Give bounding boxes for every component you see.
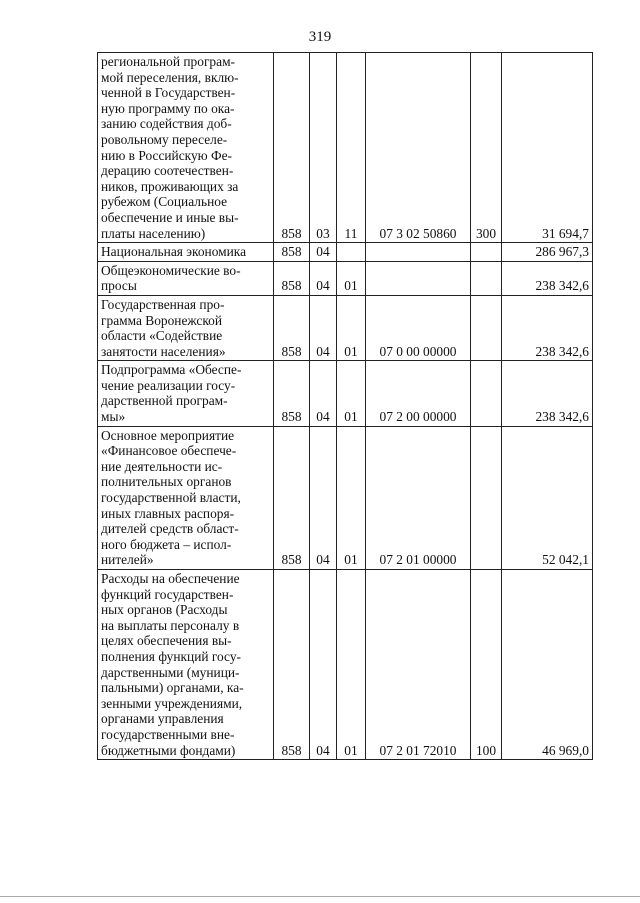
table-row	[98, 570, 593, 760]
row-name: Государственная про- грамма Воронежской области «Содействие занятости населения»	[98, 295, 274, 360]
gov-code: 858	[274, 426, 310, 569]
target-article-code: 07 3 02 50860	[366, 53, 471, 243]
sum-value: 52 042,1	[502, 426, 593, 569]
row-name: Основное мероприятие «Финансовое обеспече- ние деятельности ис- полнительных органов государственной власти, иных главных распоря- дителей средств област- ного бюджета – испол- нителей»	[98, 426, 274, 569]
target-article-code: 07 2 01 72010	[366, 570, 471, 760]
expense-type-code	[471, 243, 502, 262]
row-name: Общеэкономические во- просы	[98, 261, 274, 295]
sum-value: 238 342,6	[502, 261, 593, 295]
page-bottom-edge	[0, 896, 640, 897]
row-name: Национальная экономика	[98, 243, 274, 262]
page-number: 319	[308, 29, 332, 45]
row-name: Расходы на обеспечение функций государствен- ных органов (Расходы на выплаты персоналу в целях обеспечения вы- полнения функций госу- дарственными (муници- пальными) органами, ка- зенными учреждениями, органами управления государственными вне- бюджетными фондами)	[98, 570, 274, 760]
table-row	[98, 53, 593, 243]
target-article-code	[366, 243, 471, 262]
expense-type-code	[471, 426, 502, 569]
row-name: Подпрограмма «Обеспе- чение реализации госу- дарственной програм- мы»	[98, 361, 274, 426]
sum-value: 238 342,6	[502, 361, 593, 426]
subsection-code	[337, 243, 366, 262]
target-article-code: 07 2 00 00000	[366, 361, 471, 426]
expense-type-code	[471, 261, 502, 295]
gov-code: 858	[274, 243, 310, 262]
subsection-code: 01	[337, 295, 366, 360]
gov-code: 858	[274, 570, 310, 760]
subsection-code: 01	[337, 261, 366, 295]
section-code: 04	[310, 243, 337, 262]
table-row	[98, 243, 593, 262]
target-article-code	[366, 261, 471, 295]
sum-value: 286 967,3	[502, 243, 593, 262]
gov-code: 858	[274, 261, 310, 295]
budget-table	[97, 52, 593, 760]
expense-type-code	[471, 295, 502, 360]
target-article-code: 07 0 00 00000	[366, 295, 471, 360]
table-row	[98, 295, 593, 360]
section-code: 04	[310, 361, 337, 426]
subsection-code: 01	[337, 570, 366, 760]
gov-code: 858	[274, 53, 310, 243]
section-code: 04	[310, 261, 337, 295]
table-row	[98, 361, 593, 426]
expense-type-code	[471, 361, 502, 426]
section-code: 04	[310, 570, 337, 760]
subsection-code: 01	[337, 426, 366, 569]
gov-code: 858	[274, 295, 310, 360]
row-name: региональной програм- мой переселения, вклю- ченной в Государствен- ную программу по ока- занию содействия доб- ровольному переселе- нию в Российскую Фе- дерацию соотечествен- ников, проживающих за рубежом (Социальное обеспечение и иные вы- платы населению)	[98, 53, 274, 243]
section-code: 04	[310, 426, 337, 569]
sum-value: 46 969,0	[502, 570, 593, 760]
subsection-code: 01	[337, 361, 366, 426]
section-code: 03	[310, 53, 337, 243]
sum-value: 31 694,7	[502, 53, 593, 243]
section-code: 04	[310, 295, 337, 360]
table-row	[98, 426, 593, 569]
expense-type-code: 300	[471, 53, 502, 243]
target-article-code: 07 2 01 00000	[366, 426, 471, 569]
sum-value: 238 342,6	[502, 295, 593, 360]
subsection-code: 11	[337, 53, 366, 243]
table-row	[98, 261, 593, 295]
gov-code: 858	[274, 361, 310, 426]
expense-type-code: 100	[471, 570, 502, 760]
